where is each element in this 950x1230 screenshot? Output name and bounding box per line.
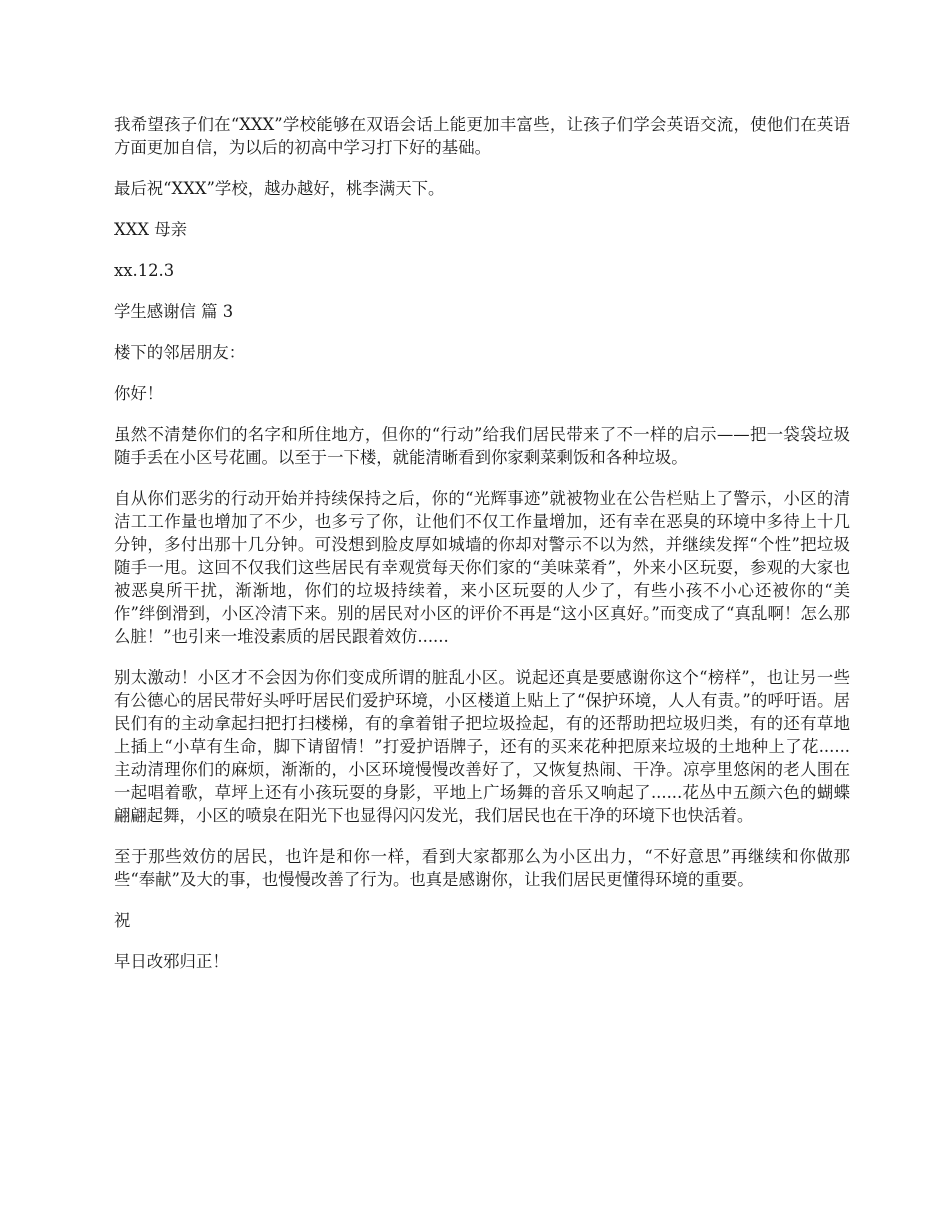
signature-mother: XXX 母亲 [114, 220, 187, 239]
letter-date: xx.12.3 [114, 261, 175, 280]
paragraph-closing-wish: 最后祝“XXX”学校，越办越好，桃李满天下。 [114, 179, 445, 198]
paragraph-conclusion: 至于那些效仿的居民，也许是和你一样，看到大家都那么为小区出力，“不好意思”再继续和你做那些“奉献”及大的事，也慢慢改善了行为。也真是感谢你，让我们居民更懂得环境的重要。 [114, 847, 850, 889]
paragraph-improvement: 别太激动！小区才不会因为你们变成所谓的脏乱小区。说起还真是要感谢你这个“榜样”，也让另一些有公德心的居民带好头呼吁居民们爱护环境，小区楼道上贴上了“保护环境，人人有责。”的呼吁语。居民们有的主动拿起扫把打扫楼梯，有的拿着钳子把垃圾捡起，有的还帮助把垃圾归类，有的还有草地上插上“小草有生命，脚下请留情！”打爱护语牌子，还有的买来花种把原来垃圾的土地种上了花......主动清理你们的麻烦，渐渐的，小区环境慢慢改善好了，又恢复热闹、干净。凉亭里悠闲的老人围在一起唱着歌，草坪上还有小孩玩耍的身影，平地上广场舞的音乐又响起了......花丛中五颜六色的蝴蝶翩翩起舞，小区的喷泉在阳光下也显得闪闪发光，我们居民也在干净的环境下也快活着。 [114, 668, 850, 825]
document-body [114, 113, 850, 991]
salutation: 楼下的邻居朋友： [114, 343, 246, 362]
paragraph-consequences: 自从你们恶劣的行动开始并持续保持之后，你的“光辉事迹”就被物业在公告栏贴上了警示，小区的清洁工工作量也增加了不少，也多亏了你，让他们不仅工作量增加，还有幸在恶臭的环境中多待上十几分钟，多付出那十几分钟。可没想到脸皮厚如城墙的你却对警示不以为然，并继续发挥“个性”把垃圾随手一甩。这回不仅我们这些居民有幸观赏每天你们家的“美味菜肴”，外来小区玩耍，参观的大家也被恶臭所干扰，渐渐地，你们的垃圾持续着，来小区玩耍的人少了，有些小孩不小心还被你的“美作”绊倒滑到，小区冷清下来。别的居民对小区的评价不再是“这小区真好。”而变成了“真乱啊！怎么那么脏！”也引来一堆没素质的居民跟着效仿...... [114, 489, 850, 646]
closing-wish-text: 早日改邪归正！ [114, 952, 229, 971]
section-heading: 学生感谢信 篇 3 [114, 302, 234, 321]
closing-wish-label: 祝 [114, 911, 131, 930]
paragraph-bilingual-wish: 我希望孩子们在“XXX”学校能够在双语会话上能更加丰富些，让孩子们学会英语交流，使他们在英语方面更加自信，为以后的初高中学习打下好的基础。 [114, 115, 850, 157]
paragraph-intro: 虽然不清楚你们的名字和所住地方，但你的“行动”给我们居民带来了不一样的启示——把一袋袋垃圾随手丢在小区号花圃。以至于一下楼，就能清晰看到你家剩菜剩饭和各种垃圾。 [114, 425, 850, 467]
greeting: 你好！ [114, 384, 164, 403]
